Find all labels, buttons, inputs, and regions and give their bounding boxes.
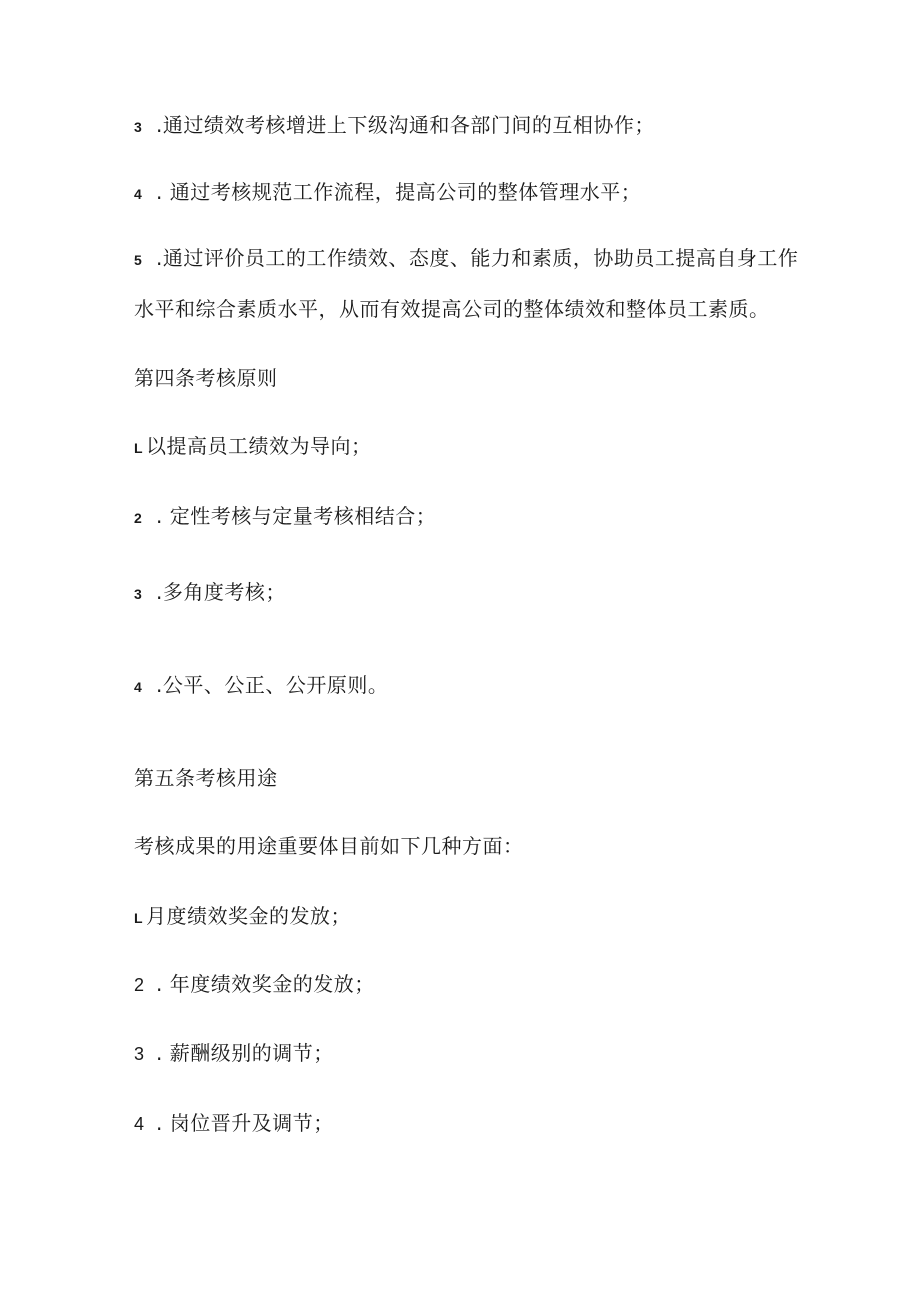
list-marker: 5 <box>134 252 143 268</box>
list-item-text: . 定性考核与定量考核相结合； <box>156 504 437 528</box>
list-marker: 4 <box>134 679 143 695</box>
list-marker: 3 <box>134 1044 145 1064</box>
list-item-3 <box>134 580 286 606</box>
list-marker: 3 <box>134 119 143 135</box>
list-item-text: .通过绩效考核增进上下级沟通和各部门间的互相协作； <box>156 113 655 137</box>
list-item-text: .通过评价员工的工作绩效、态度、能力和素质，协助员工提高自身工作 <box>156 246 799 270</box>
section-heading-text: 第四条考核原则 <box>134 366 278 390</box>
list-item-3 <box>134 113 655 139</box>
list-item-text: . 通过考核规范工作流程，提高公司的整体管理水平； <box>156 180 642 204</box>
list-marker: L <box>134 910 144 926</box>
list-item-5 <box>134 246 798 272</box>
paragraph-continuation <box>134 297 770 321</box>
list-marker: 2 <box>134 510 143 526</box>
list-item-1 <box>134 904 351 930</box>
list-item-text: .公平、公正、公开原则。 <box>156 673 389 697</box>
paragraph-text: 水平和综合素质水平，从而有效提高公司的整体绩效和整体员工素质。 <box>134 297 770 321</box>
section-heading-text: 第五条考核用途 <box>134 766 278 790</box>
list-item-text: . 薪酬级别的调节； <box>156 1041 334 1065</box>
list-item-text: 以提高员工绩效为导向； <box>146 434 372 458</box>
list-item-2 <box>134 504 436 530</box>
section-heading-article-4 <box>134 366 278 390</box>
list-marker: 4 <box>134 186 143 202</box>
list-item-text: . 年度绩效奖金的发放； <box>156 972 375 996</box>
list-marker: 4 <box>134 1114 145 1134</box>
paragraph <box>134 834 524 858</box>
list-item-4 <box>134 180 641 206</box>
section-heading-article-5 <box>134 766 278 790</box>
list-item-4 <box>134 673 388 699</box>
list-marker: 2 <box>134 975 145 995</box>
list-item-2 <box>134 972 375 997</box>
list-item-text: .多角度考核； <box>156 580 286 604</box>
list-item-text: 月度绩效奖金的发放； <box>146 904 351 928</box>
list-item-text: . 岗位晋升及调节； <box>156 1111 334 1135</box>
list-item-1 <box>134 434 372 460</box>
list-marker: 3 <box>134 586 143 602</box>
list-marker: L <box>134 440 144 456</box>
paragraph-text: 考核成果的用途重要体目前如下几种方面： <box>134 834 524 858</box>
list-item-4 <box>134 1111 334 1136</box>
list-item-3 <box>134 1041 334 1066</box>
